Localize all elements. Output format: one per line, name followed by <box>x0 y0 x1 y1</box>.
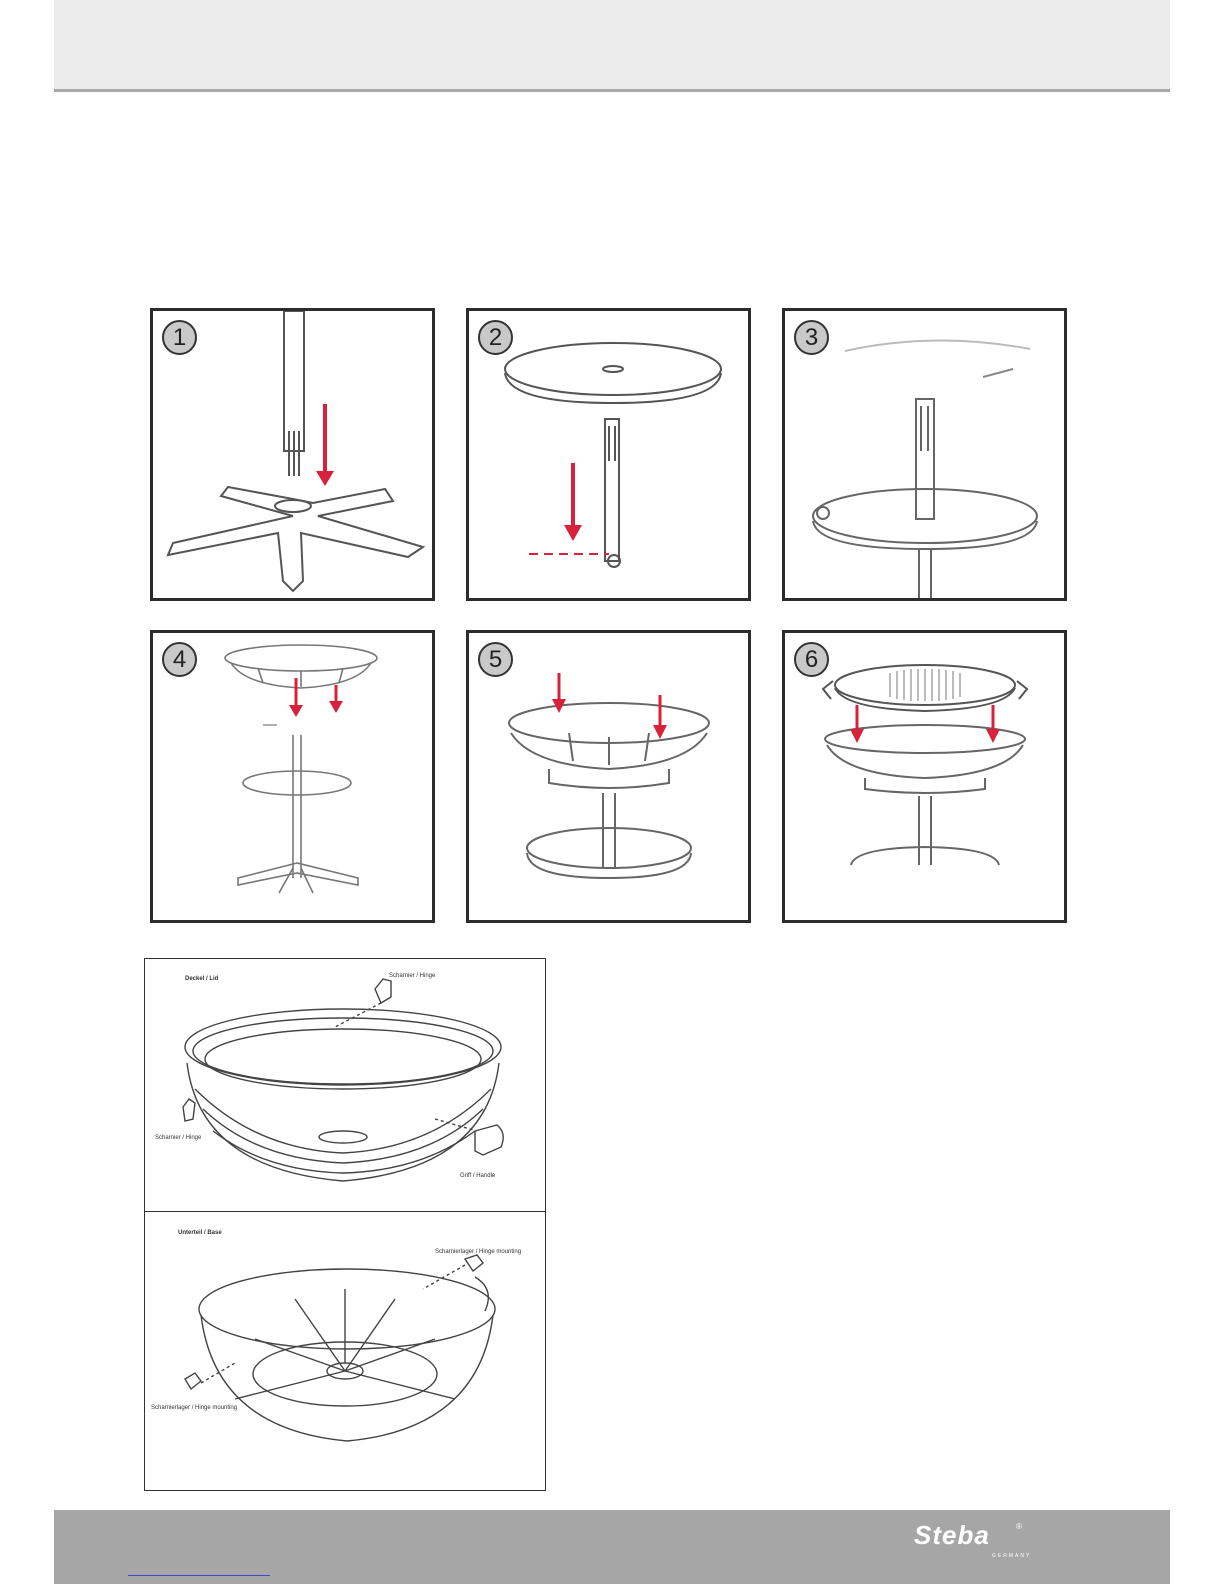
step-number-badge: 2 <box>478 320 513 355</box>
step-number-badge: 6 <box>794 642 829 677</box>
step-4-panel <box>150 630 435 923</box>
registered-mark: ® <box>1016 1522 1022 1531</box>
header-rule <box>54 89 1170 92</box>
lid-handle-label: Griff / Handle <box>460 1173 496 1179</box>
header-band <box>54 0 1170 89</box>
step-3-panel <box>782 308 1067 601</box>
lid-hinge-top-label: Scharnier / Hinge <box>389 973 436 979</box>
step-5-panel <box>466 630 751 923</box>
base-title: Unterteil / Base <box>178 1230 222 1236</box>
lid-title: Deckel / Lid <box>185 976 219 982</box>
step-2-panel <box>466 308 751 601</box>
step-number-badge: 4 <box>162 642 197 677</box>
step-number-badge: 1 <box>162 320 197 355</box>
step-number-badge: 3 <box>794 320 829 355</box>
parts-divider <box>145 1211 545 1212</box>
lid-hinge-left-label: Scharnier / Hinge <box>155 1135 202 1141</box>
logo-subtitle: GERMANY <box>992 1553 1032 1559</box>
footer-link-underline[interactable] <box>128 1575 270 1576</box>
base-hinge-mount-right-label: Scharnierlager / Hinge mounting <box>435 1249 522 1255</box>
step-3-illustration <box>785 311 1064 598</box>
base-hinge-mount-left-label: Scharnierlager / Hinge mounting <box>151 1405 238 1411</box>
step-1-panel <box>150 308 435 601</box>
step-2-illustration <box>469 311 748 598</box>
step-5-illustration <box>469 633 748 899</box>
steba-logo: Steba <box>914 1520 990 1550</box>
footer-band <box>54 1510 1170 1584</box>
step-4-illustration <box>153 633 432 899</box>
parts-diagram <box>144 958 546 1491</box>
step-6-illustration <box>785 633 1064 899</box>
step-6-panel <box>782 630 1067 923</box>
step-1-illustration <box>153 311 432 598</box>
step-number-badge: 5 <box>478 642 513 677</box>
